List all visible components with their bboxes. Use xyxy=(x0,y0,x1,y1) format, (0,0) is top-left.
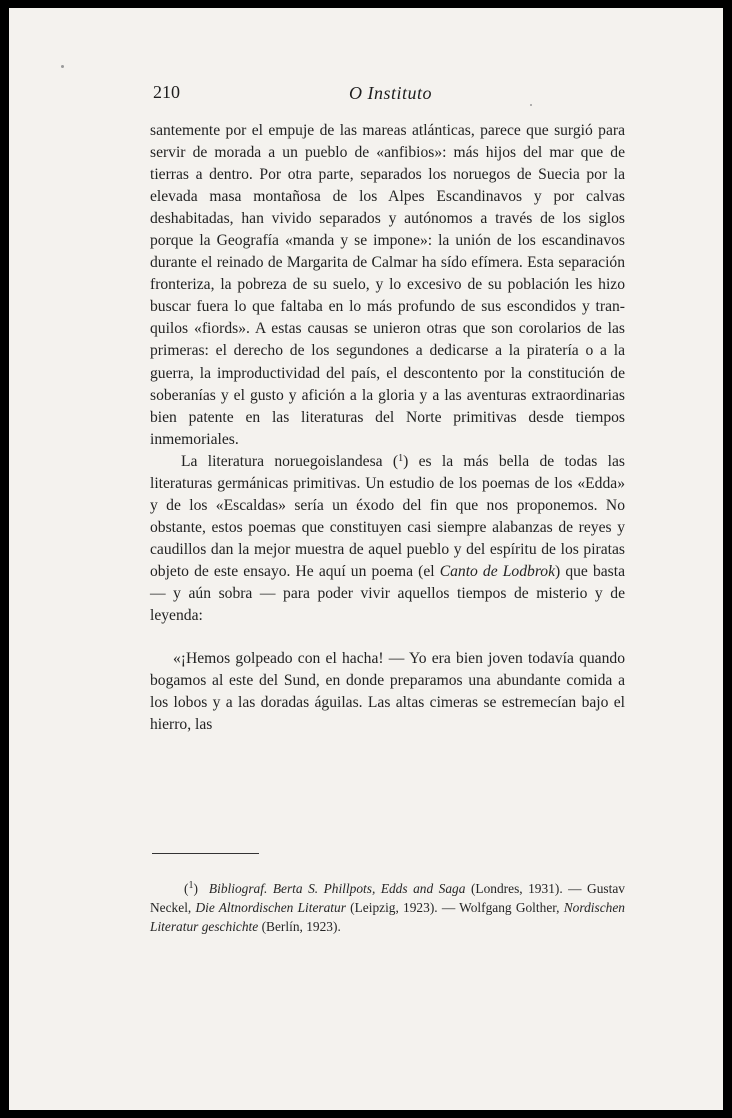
paragraph-2-middle: ) es la más bella de todas las literaturas germánicas primitivas. Un estudio de los poemas de los «Edda» y de los «Escaldas» sería un éxodo del fin que nos proponemos. No obstante, estos poemas que constituyen casi siempre alabanzas de reyes y caudillos dan la mejor muestra de aquel pueblo y del espíritu de los piratas objeto de este ensayo. He aquí un poema (el xyxy=(150,452,625,580)
footnote-title-3: Nordischen Literatur geschichte xyxy=(150,900,625,934)
footnote xyxy=(150,879,625,936)
footnote-place-2: (Leipzig, 1923). — Wolfgang Golther, xyxy=(350,900,560,915)
footnote-label: Bibliograf. xyxy=(208,881,268,896)
poem-title: Canto de Lodbrok xyxy=(439,562,556,580)
page-number: 210 xyxy=(153,82,180,102)
footnote-title-1: Edds and Saga xyxy=(380,881,466,896)
book-page xyxy=(9,8,723,1110)
footnote-marker-open: ( xyxy=(184,881,189,896)
footnote-title-2: Die Altnordischen Literatur xyxy=(195,900,346,915)
paper-speck xyxy=(530,104,532,106)
poem-quote: «¡Hemos golpeado con el hacha! — Yo era bien joven todavía quando bogamos al este del Sund, en donde preparamos una abundante comida a los lobos y a las doradas águilas. Las altas cimeras se estremecían bajo el hierro, las xyxy=(150,650,625,734)
paper-speck xyxy=(61,65,64,68)
footnote-place-3: (Berlín, 1923). xyxy=(261,919,341,934)
footnote-marker-number: 1 xyxy=(188,880,194,891)
footnote-divider xyxy=(152,853,259,854)
footnote-place-1: (Londres, 1931). — Gustav Neckel, xyxy=(150,881,625,915)
paragraph-2-start: La literatura noruegoislandesa ( xyxy=(181,452,399,470)
footnote-reference: 1 xyxy=(398,452,404,464)
body-text xyxy=(150,120,625,736)
footnote-marker-close: ) xyxy=(193,881,198,896)
footnote-author-1: Berta S. Phillpots, xyxy=(272,881,376,896)
paragraph-1: santemente por el empuje de las mareas atlánticas, parece que surgió para servir de morada a un pueblo de «anfibios»: más hijos del mar que de tierras a dentro. Por otra parte, separados los noruegos de Suecia por la elevada masa montañosa de los Alpes Escandinavos y por calvas deshabitadas, han vivido separados y autónomos a través de los siglos porque la Geografía «manda y se impone»: la unión de los escandinavos durante el reinado de Margarita de Calmar ha sído efímera. Esta separación fronteriza, la pobreza de su suelo, y lo excesivo de su población les hizo buscar fuera lo que faltaba en lo más profundo de sus escondidos y tranquilos «fiords». A estas causas se unieron otras que son corolarios de las primeras: el derecho de los segundones a dedicarse a la piratería o a la guerra, la improductividad del país, el descontento por la constitución de soberanías y el gusto y afición a la gloria y a las aventuras extraordinarias bien patente en las literaturas del Norte primitivas desde tiempos inmemoriales. xyxy=(150,122,625,448)
running-title: O Instituto xyxy=(349,83,433,103)
paragraph-2 xyxy=(150,451,625,627)
paragraph-2-end: ) que basta — y aún sobra — para poder vivir aquellos tiempos de misterio y de leyenda: xyxy=(150,562,625,625)
